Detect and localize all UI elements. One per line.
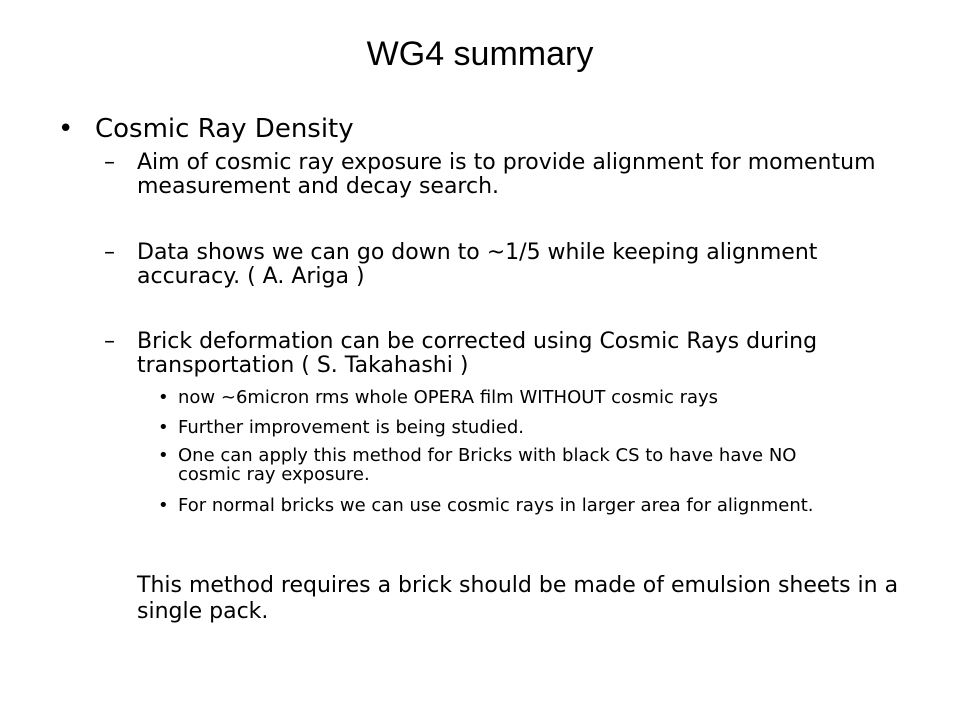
sub-bullet-text: Data shows we can go down to ~1/5 while keeping alignment accuracy. ( A. Ariga ) <box>137 240 818 289</box>
dot-marker: • <box>158 495 169 516</box>
dash-marker: – <box>104 329 115 354</box>
dot-marker: • <box>158 445 169 466</box>
bullet-marker: • <box>58 114 74 144</box>
detail-bullet-text: One can apply this method for Bricks with black CS to have have NO cosmic ray exposure. <box>178 445 797 485</box>
dot-marker: • <box>158 417 169 438</box>
detail-bullet-text: Further improvement is being studied. <box>178 417 524 438</box>
dash-marker: – <box>104 150 115 175</box>
slide-title: WG4 summary <box>366 35 594 73</box>
sub-bullet-text: Aim of cosmic ray exposure is to provide alignment for momentum measurement and decay search. <box>137 150 876 199</box>
main-bullet-text: Cosmic Ray Density <box>95 114 354 144</box>
sub-bullet-text: Brick deformation can be corrected using Cosmic Rays during transportation ( S. Takahashi ) <box>137 329 818 378</box>
detail-bullet-text: now ~6micron rms whole OPERA film WITHOUT cosmic rays <box>178 387 719 408</box>
dash-marker: – <box>104 240 115 265</box>
detail-bullet-text: For normal bricks we can use cosmic rays in larger area for alignment. <box>178 495 814 516</box>
closing-statement: This method requires a brick should be made of emulsion sheets in a single pack. <box>137 573 899 624</box>
dot-marker: • <box>158 387 169 408</box>
